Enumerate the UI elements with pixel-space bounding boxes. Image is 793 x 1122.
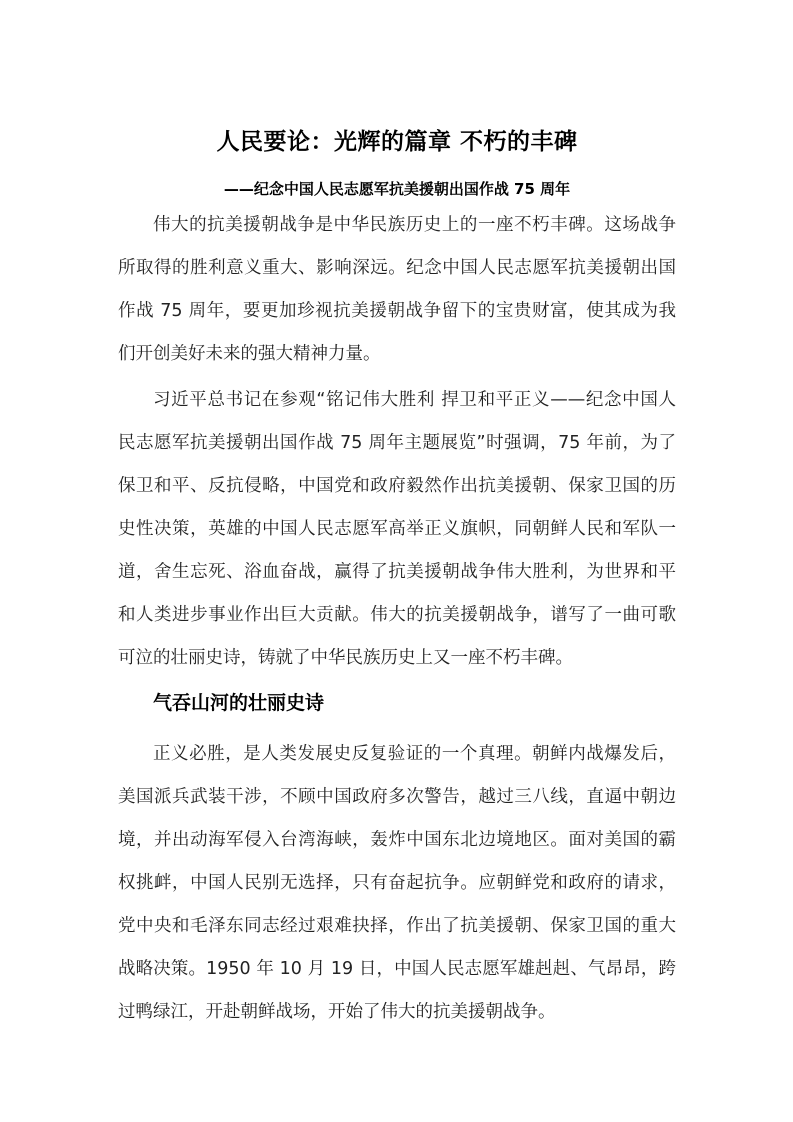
text-line: 作战 75 周年，要更加珍视抗美援朝战争留下的宝贵财富，使其成为我 (118, 301, 676, 321)
document-title: 人民要论：光辉的篇章 不朽的丰碑 (216, 129, 578, 155)
document-subtitle: ——纪念中国人民志愿军抗美援朝出国作战 75 周年 (223, 180, 571, 198)
text-line: 保卫和平、反抗侵略，中国党和政府毅然作出抗美援朝、保家卫国的历 (118, 476, 676, 496)
text-line: 们开创美好未来的强大精神力量。 (118, 344, 381, 364)
text-line: 正义必胜，是人类发展史反复验证的一个真理。朝鲜内战爆发后， (153, 744, 676, 764)
text-line: 道，舍生忘死、浴血奋战，赢得了抗美援朝战争伟大胜利，为世界和平 (118, 562, 676, 582)
text-line: 权挑衅，中国人民别无选择，只有奋起抗争。应朝鲜党和政府的请求， (118, 873, 676, 893)
document-content (118, 0, 676, 1034)
text-line: 美国派兵武装干涉，不顾中国政府多次警告，越过三八线，直逼中朝边 (118, 787, 676, 807)
text-line: 习近平总书记在参观“铭记伟大胜利 捍卫和平正义——纪念中国人 (153, 390, 676, 410)
paragraph (118, 204, 676, 376)
text-line: 史性决策，英雄的中国人民志愿军高举正义旗帜，同朝鲜人民和军队一 (118, 519, 676, 539)
text-line: 党中央和毛泽东同志经过艰难抉择，作出了抗美援朝、保家卫国的重大 (118, 916, 676, 936)
text-line: 过鸭绿江，开赴朝鲜战场，开始了伟大的抗美援朝战争。 (118, 1002, 556, 1022)
text-line: 和人类进步事业作出巨大贡献。伟大的抗美援朝战争，谱写了一曲可歌 (118, 605, 676, 625)
section-heading: 气吞山河的壮丽史诗 (153, 692, 325, 714)
document-body (118, 204, 676, 1034)
text-line: 所取得的胜利意义重大、影响深远。纪念中国人民志愿军抗美援朝出国 (118, 258, 676, 278)
text-line: 境，并出动海军侵入台湾海峡，轰炸中国东北边境地区。面对美国的霸 (118, 830, 676, 850)
paragraph (118, 379, 676, 680)
text-line: 战略决策。1950 年 10 月 19 日，中国人民志愿军雄赳赳、气昂昂，跨 (118, 959, 676, 979)
paragraph (118, 733, 676, 1034)
text-line: 民志愿军抗美援朝出国作战 75 周年主题展览”时强调，75 年前，为了 (118, 433, 676, 453)
text-line: 伟大的抗美援朝战争是中华民族历史上的一座不朽丰碑。这场战争 (153, 215, 676, 235)
text-line: 可泣的壮丽史诗，铸就了中华民族历史上又一座不朽丰碑。 (118, 648, 573, 668)
